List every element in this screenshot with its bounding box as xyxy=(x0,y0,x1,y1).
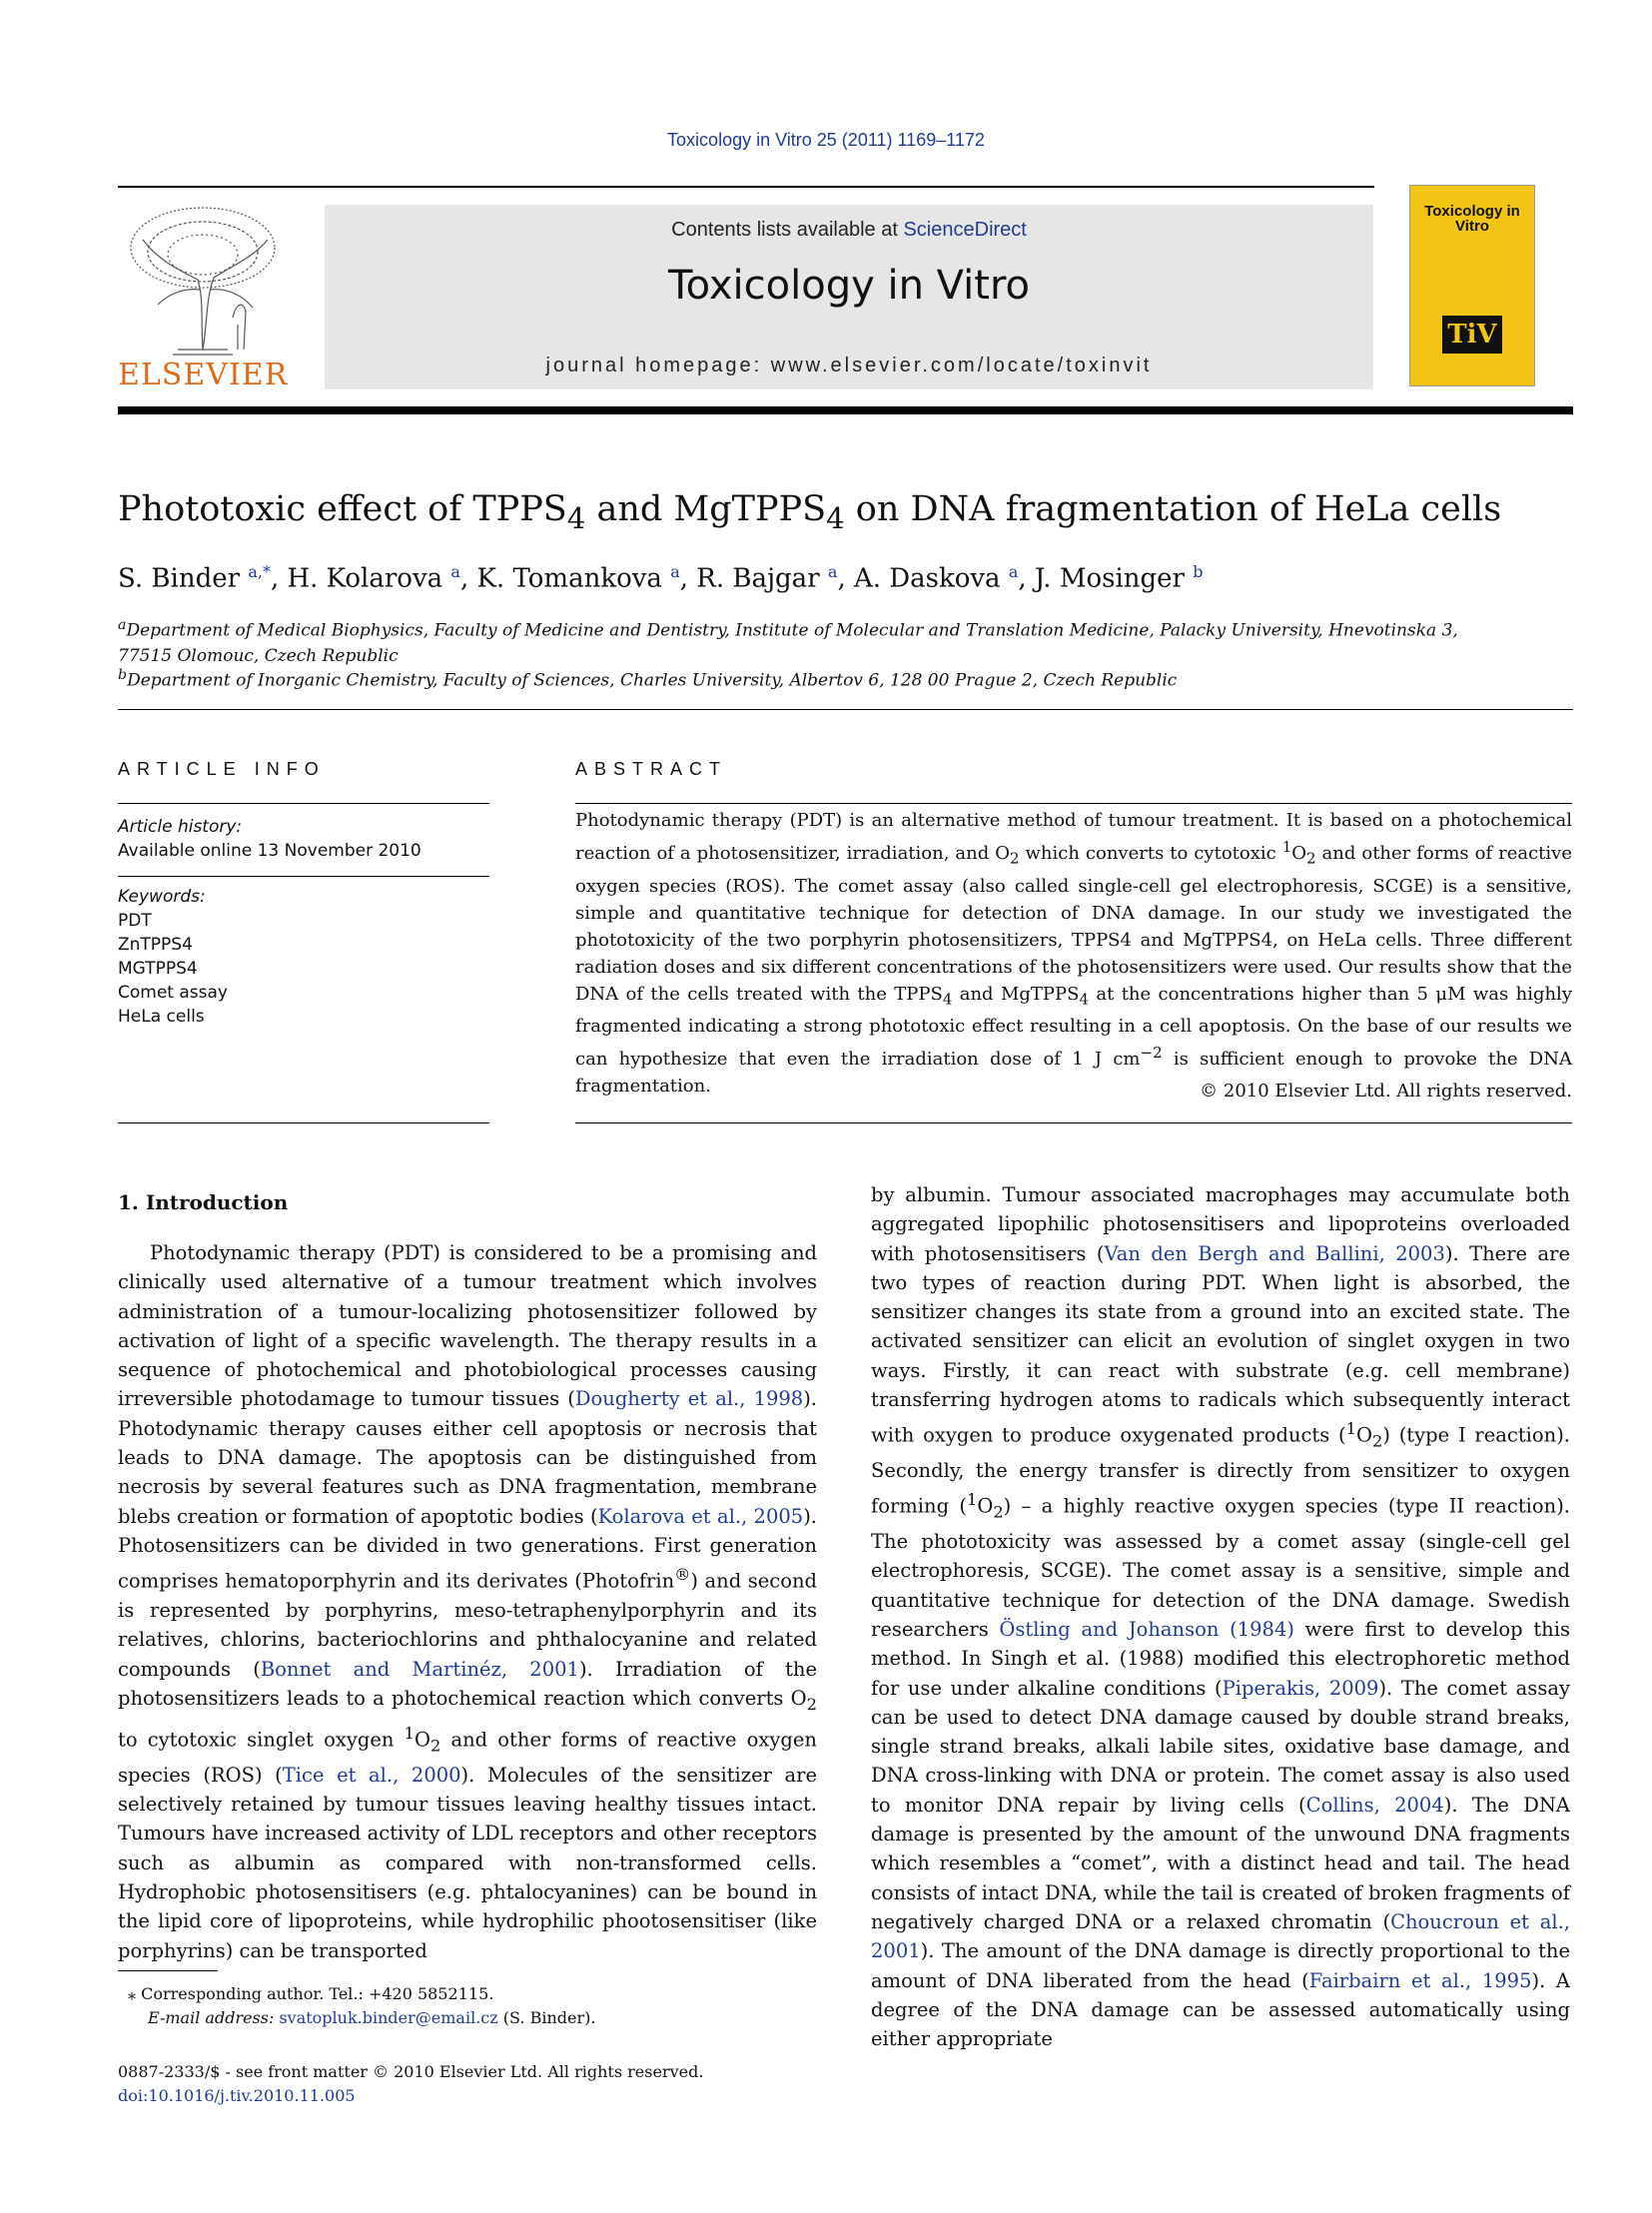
abstract-heading: ABSTRACT xyxy=(575,759,728,779)
citation-link[interactable]: Dougherty et al., 1998 xyxy=(574,1387,804,1411)
email-link[interactable]: svatopluk.binder@email.cz xyxy=(279,2008,498,2027)
intro-paragraph: Photodynamic therapy (PDT) is considered to be a promising and clinically used alternative of a tumour treatment which involves administration of a tumour-localizing photosensitizer followed by activation of light of a specific wavelength. The therapy results in a sequence of photochemical and photobiological processes causing irreversible photodamage to tumour tissues (Dougherty et al., 1998). Photodynamic therapy causes either cell apoptosis or necrosis that leads to DNA damage. The apoptosis can be distinguished from necrosis by several features such as DNA fragmentation, membrane blebs creation or formation of apoptotic bodies (Kolarova et al., 2005). Photosensitizers can be divided in two generations. First generation comprises hematoporphyrin and its derivates (Photofrin®) and second is represented by porphyrins, meso-tetraphenylporphyrin and its relatives, chlorins, bacteriochlorins and phthalocyanine and related compounds (Bonnet and Martinéz, 2001). Irradiation of the photosensitizers leads to a photochemical reaction which converts $O_2$ to cytotoxic singlet oxygen $^1O_2$ and other forms of reactive oxygen species (ROS) (Tice et al., 2000). Molecules of the sensitizer are selectively retained by tumour tissues leaving healthy tissues intact. Tumours have increased activity of LDL receptors and other receptors such as albumin as compared with non-transformed cells. Hydrophobic photosensitisers (e.g. phtalocyanines) can be bound in the lipid core of lipoproteins, while hydrophilic phootosensitiser (like porphyrins) can be transported xyxy=(118,1241,818,1962)
journal-cover-image xyxy=(1409,185,1535,386)
author-name[interactable]: K. Tomankova xyxy=(476,563,662,594)
elsevier-logo xyxy=(118,200,288,394)
keyword: PDT xyxy=(118,911,152,931)
abstract-rule-top xyxy=(575,803,1572,804)
abstract-rule-bottom xyxy=(575,1122,1572,1123)
keyword: MGTPPS4 xyxy=(118,959,198,979)
author-name[interactable]: R. Bajgar xyxy=(696,563,820,594)
intro-paragraph-continued: by albumin. Tumour associated macrophages may accumulate both aggregated lipophilic photosensitisers and lipoproteins overloaded with photosensitisers (Van den Bergh and Ballini, 2003). There are two types of reaction during PDT. When light is absorbed, the sensitizer changes its state from a ground into an excited state. The activated sensitizer can elicit an evolution of singlet oxygen in two ways. Firstly, it can react with substrate (e.g. cell membrane) transferring hydrogen atoms to radicals which subsequently interact with oxygen to produce oxygenated products $(^1O_2)$ (type I reaction). Secondly, the energy transfer is directly from sensitizer to oxygen forming $(^1O_2)$ – a highly reactive oxygen species (type II reaction). The phototoxicity was assessed by a comet assay (single-cell gel electrophoresis, SCGE). The comet assay is a sensitive, simple and quantitative technique for detection of the DNA damage. Swedish researchers Östling and Johanson (1984) were first to develop this method. In Singh et al. (1988) modified this electrophoretic method for use under alkaline conditions (Piperakis, 2009). The comet assay can be used to detect DNA damage caused by double strand breaks, single strand breaks, alkali labile sites, oxidative base damage, and DNA cross-linking with DNA or protein. The comet assay is also used to monitor DNA repair by living cells (Collins, 2004). The DNA damage is presented by the amount of the unwound DNA fragments which resembles a “comet”, with a distinct head and tail. The head consists of intact DNA, while the tail is created of broken fragments of negatively charged DNA or a relaxed chromatin (Choucroun et al., 2001). The amount of the DNA damage is directly proportional to the amount of DNA liberated from the head (Fairbairn et al., 1995). A degree of the DNA damage can be assessed automatically using either appropriate xyxy=(871,1183,1571,2051)
citation-link[interactable]: Tice et al., 2000 xyxy=(282,1763,461,1787)
keyword: HeLa cells xyxy=(118,1007,205,1027)
author-affiliation-mark[interactable]: a xyxy=(450,562,460,581)
author-name[interactable]: A. Daskova xyxy=(853,563,1001,594)
email-line: E-mail address: svatopluk.binder@email.cz (S. Binder). xyxy=(148,2008,596,2027)
affiliation-b: $^b$Department of Inorganic Chemistry, Faculty of Sciences, Charles University, Albertov 6, 128 00 Prague 2, Czech Republic xyxy=(118,667,1178,691)
author-separator: , xyxy=(459,563,477,594)
author-separator: , xyxy=(679,563,697,594)
citation-link[interactable]: Collins, 2004 xyxy=(1305,1793,1444,1817)
journal-banner xyxy=(325,205,1373,389)
article-info-heading: ARTICLE INFO xyxy=(118,759,326,779)
cover-logo: TiV xyxy=(1442,316,1502,354)
article-title: Phototoxic effect of $TPPS_4$ and MgTPPS$_4$ on DNA fragmentation of HeLa cells xyxy=(118,489,1502,535)
doi-link[interactable]: doi:10.1016/j.tiv.2010.11.005 xyxy=(118,2086,356,2105)
citation-link[interactable]: Fairbairn et al., 1995 xyxy=(1308,1968,1532,1992)
citation-link[interactable]: Piperakis, 2009 xyxy=(1222,1676,1379,1700)
issn-line: 0887-2333/$ - see front matter © 2010 Elsevier Ltd. All rights reserved. xyxy=(118,2062,704,2081)
intro-column-right xyxy=(871,1180,1570,2053)
author-affiliation-mark[interactable]: a xyxy=(1008,562,1019,581)
top-rule xyxy=(118,186,1374,188)
info-rule-bottom xyxy=(118,1122,489,1123)
author-name[interactable]: J. Mosinger xyxy=(1034,563,1185,594)
publisher-wordmark: ELSEVIER xyxy=(118,358,289,392)
abstract-text: Photodynamic therapy (PDT) is an alternative method of tumour treatment. It is based on a photochemical reaction of a photosensitizer, irradiation, and $O_2$ which converts to cytotoxic $^1O_2$ and other forms of reactive oxygen species (ROS). The comet assay (also called single-cell gel electrophoresis, SCGE) is a sensitive, simple and quantitative technique for detection of DNA damage. In our study we investigated the phototoxicity of the two porphyrin photosensitizers, TPPS4 and MgTPPS4, on HeLa cells. Three different radiation doses and six different concentrations of the photosensitizers were used. Our results show that the DNA of the cells treated with the $TPPS_4$ and MgTPPS$_4$ at the concentrations higher than 5 μM was highly fragmented indicating a strong phototoxic effect resulting in a cell apoptosis. On the base of our results we can hypothesize that even the irradiation dose of 1 J $cm^{-2}$ is sufficient enough to provoke the DNA fragmentation. xyxy=(575,810,1572,1098)
author-separator: , xyxy=(1018,563,1035,594)
tree-icon xyxy=(118,200,288,360)
citation-link[interactable]: Kolarova et al., 2005 xyxy=(597,1504,804,1528)
footnote xyxy=(128,1982,827,2030)
article-info xyxy=(118,815,487,1029)
author-affiliation-mark[interactable]: b xyxy=(1193,562,1204,581)
author-separator: , xyxy=(837,563,854,594)
citation-link[interactable]: Choucroun et al., 2001 xyxy=(871,1909,1570,1963)
footnote-rule xyxy=(118,1970,218,1971)
keyword: Comet assay xyxy=(118,983,228,1003)
contents-prefix: Contents lists available at xyxy=(671,219,904,241)
intro-column-left xyxy=(118,1238,817,1965)
author-affiliation-mark[interactable]: a xyxy=(827,562,838,581)
keywords-label: Keywords: xyxy=(118,887,206,907)
author-list xyxy=(118,562,1576,594)
cover-title: Toxicology in Vitro xyxy=(1424,203,1520,235)
info-divider xyxy=(118,876,489,877)
info-rule-top xyxy=(118,803,489,804)
page-footer xyxy=(118,2060,917,2108)
contents-line xyxy=(325,219,1373,242)
keyword: ZnTPPS4 xyxy=(118,935,193,955)
corresponding-author-note: ⁎ Corresponding author. Tel.: +420 5852115. xyxy=(128,1984,494,2003)
citation-link[interactable]: Östling and Johanson (1984) xyxy=(999,1617,1294,1641)
author-separator: , xyxy=(270,563,288,594)
citation-link[interactable]: Bonnet and Martinéz, 2001 xyxy=(260,1657,579,1681)
journal-reference[interactable]: Toxicology in Vitro 25 (2011) 1169–1172 xyxy=(667,130,985,150)
journal-title: Toxicology in Vitro xyxy=(668,263,1030,309)
author-name[interactable]: S. Binder xyxy=(118,563,241,594)
sciencedirect-link[interactable]: ScienceDirect xyxy=(903,219,1027,241)
author-affiliation-mark[interactable]: a xyxy=(670,562,680,581)
affiliation-a: $^a$Department of Medical Biophysics, Faculty of Medicine and Dentistry, Institute of Molecular and Translation Medicine, Palacky University, Hnevotinska 3, 77515 Olomouc, Czech Republic xyxy=(118,617,1458,666)
introduction-heading: 1. Introduction xyxy=(118,1190,289,1214)
citation-link[interactable]: Van den Bergh and Ballini, 2003 xyxy=(1104,1241,1445,1265)
journal-homepage-link[interactable]: journal homepage: www.elsevier.com/locate/toxinvit xyxy=(545,355,1153,376)
author-affiliation-mark[interactable]: a,* xyxy=(248,562,271,581)
history-value: Available online 13 November 2010 xyxy=(118,841,421,861)
author-name[interactable]: H. Kolarova xyxy=(287,563,443,594)
abstract-copyright: © 2010 Elsevier Ltd. All rights reserved. xyxy=(1200,1081,1572,1102)
section-rule xyxy=(118,709,1573,710)
history-label: Article history: xyxy=(118,817,243,837)
header-rule xyxy=(118,406,1573,414)
